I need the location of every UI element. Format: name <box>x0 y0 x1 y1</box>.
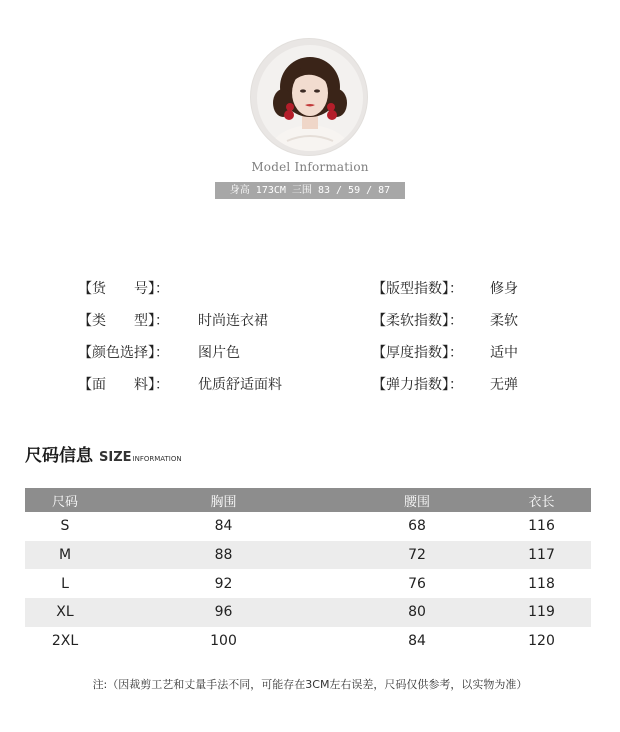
attr-value: 图片色 <box>198 345 240 361</box>
cell-length: 117 <box>528 547 555 564</box>
table-row <box>25 541 591 570</box>
size-disclaimer-note: 注:（因裁剪工艺和丈量手法不同，可能存在3CM左右误差，尺码仅供参考，以实物为准） <box>92 678 528 691</box>
header-waist: 腰围 <box>403 494 430 510</box>
cell-waist: 84 <box>408 633 426 650</box>
attr-label: 【弹力指数】： <box>372 377 463 393</box>
attr-value: 时尚连衣裙 <box>198 313 268 329</box>
cell-length: 120 <box>528 633 555 650</box>
attr-value: 适中 <box>490 345 518 361</box>
size-title-en-small: INFORMATION <box>132 455 182 463</box>
table-header-row <box>25 488 591 512</box>
attr-label: 【厚度指数】： <box>372 345 463 361</box>
attr-value: 柔软 <box>490 313 518 329</box>
attr-label: 【货 号】： <box>78 281 169 297</box>
model-avatar-frame <box>250 38 368 156</box>
attr-type <box>78 310 268 330</box>
cell-waist: 80 <box>408 604 426 621</box>
attr-label: 【类 型】： <box>78 313 169 329</box>
cell-size: S <box>60 518 70 535</box>
model-stats-bar: 身高 173CM 三围 83 / 59 / 87 <box>215 182 405 199</box>
attr-fit-index <box>372 278 518 298</box>
attr-thickness-index <box>372 342 518 362</box>
attr-elasticity-index <box>372 374 518 394</box>
model-avatar <box>257 45 363 151</box>
table-row <box>25 627 591 656</box>
header-bust: 胸围 <box>210 494 237 510</box>
attr-value: 优质舒适面料 <box>198 377 282 393</box>
cell-bust: 84 <box>214 518 233 535</box>
cell-waist: 72 <box>408 547 426 564</box>
cell-bust: 96 <box>214 604 233 621</box>
attr-value: 无弹 <box>490 377 518 393</box>
table-row <box>25 598 591 627</box>
cell-size: L <box>61 575 69 592</box>
size-section-heading <box>25 441 182 466</box>
cell-waist: 68 <box>408 518 426 535</box>
cell-bust: 100 <box>210 633 237 650</box>
size-table <box>25 488 591 655</box>
attr-item-number <box>78 278 169 298</box>
attr-label: 【版型指数】： <box>372 281 463 297</box>
size-title-cn: 尺码信息 <box>25 446 93 466</box>
cell-size: M <box>58 547 72 564</box>
attr-softness-index <box>372 310 518 330</box>
cell-bust: 88 <box>214 547 233 564</box>
attr-label: 【面 料】： <box>78 377 169 393</box>
cell-length: 116 <box>528 518 555 535</box>
attr-color <box>78 342 240 362</box>
header-length: 衣长 <box>528 494 555 510</box>
table-row <box>25 569 591 598</box>
cell-waist: 76 <box>408 575 426 592</box>
attr-fabric <box>78 374 282 394</box>
model-info-title: Model Information <box>251 160 369 174</box>
cell-length: 119 <box>528 604 555 621</box>
cell-bust: 92 <box>214 575 233 592</box>
attr-label: 【柔软指数】： <box>372 313 463 329</box>
cell-size: 2XL <box>51 633 79 650</box>
cell-length: 118 <box>528 575 555 592</box>
attr-value: 修身 <box>490 281 518 297</box>
attr-label: 【颜色选择】： <box>78 345 169 361</box>
table-row <box>25 512 591 541</box>
cell-size: XL <box>56 604 74 621</box>
header-size: 尺码 <box>51 494 78 510</box>
size-title-en: SIZE <box>99 450 132 465</box>
